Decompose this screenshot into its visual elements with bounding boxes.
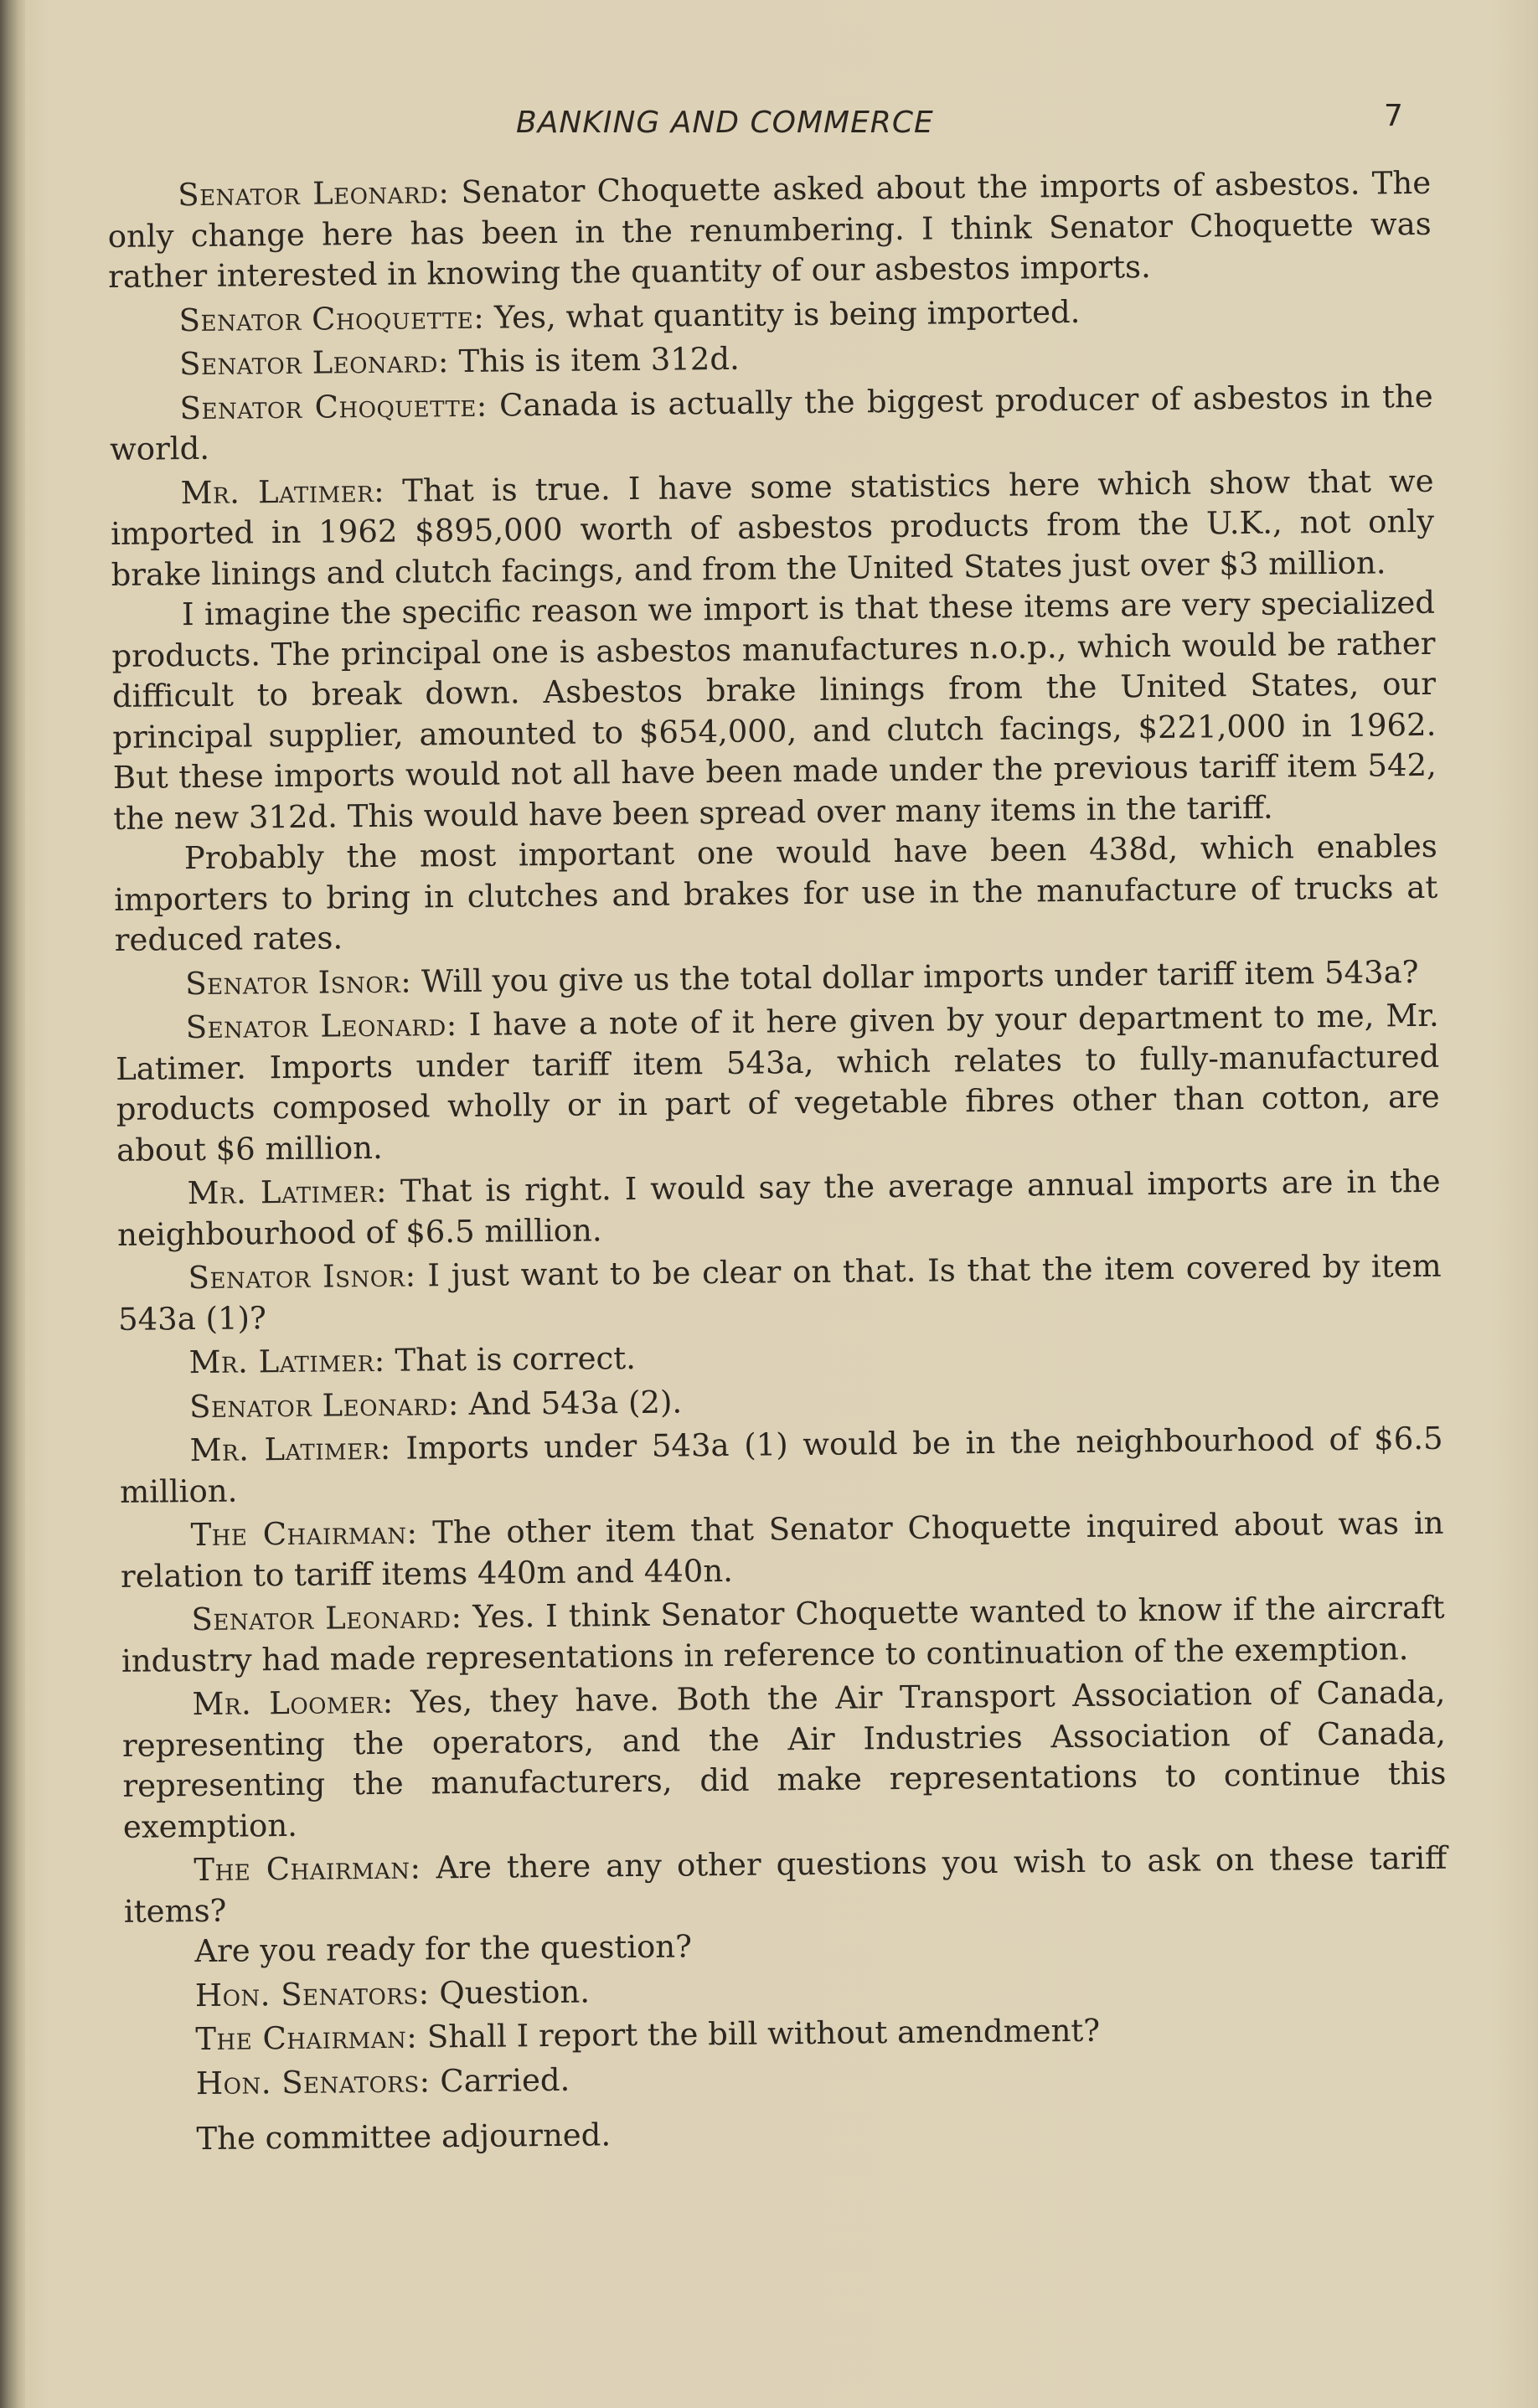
paragraph: [107, 163, 1432, 298]
speaker-name: The Chairman:: [195, 2019, 418, 2058]
paragraph-text: Yes, they have. Both the Air Transport Association of Canada, representing the operators, and the Air Industries Association of Canada, representing the manufacturers, did make representations to continue this exemption.: [121, 1673, 1447, 1845]
speaker-name: Senator Isnor:: [188, 1257, 416, 1297]
book-binding-edge: [0, 0, 25, 2408]
paragraph-text: I just want to be clear on that. Is that the item covered by item 543a (1)?: [117, 1247, 1442, 1338]
paragraph-text: Yes. I think Senator Choquette wanted to know if the aircraft industry had made representations in reference to continuation of the exemption.: [121, 1589, 1445, 1679]
paragraph-text: The committee adjourned.: [196, 2117, 612, 2158]
speaker-name: The Chairman:: [194, 1849, 421, 1889]
paragraph: [126, 2107, 1449, 2161]
paragraph: [121, 1673, 1447, 1848]
paragraph: [114, 827, 1438, 962]
paragraph: [109, 376, 1433, 470]
paragraph-text: That is true. I have some statistics here which show that we imported in 1962 $895,000 worth of asbestos products from the U.K., not only brake linings and clutch facings, and from the United States just over $3 million.: [110, 462, 1435, 593]
speaker-name: Mr. Loomer:: [192, 1684, 394, 1723]
paragraph-text: That is right. I would say the average annual imports are in the neighbourhood of $6.5 million.: [116, 1163, 1441, 1253]
paragraph-text: Are there any other questions you wish to ask on these tariff items?: [123, 1839, 1448, 1930]
paragraph-text: Yes, what quantity is being imported.: [483, 293, 1081, 336]
running-head: BANKING AND COMMERCE: [516, 106, 934, 140]
page-number: 7: [1384, 99, 1403, 133]
paragraph: [117, 1246, 1442, 1340]
paragraph-text: Will you give us the total dollar imports under tariff item 543a?: [411, 953, 1419, 1000]
paragraph: [123, 1838, 1448, 1932]
paragraph: [126, 2051, 1449, 2105]
paragraph-text: Shall I report the bill without amendment?: [416, 2012, 1101, 2055]
paragraph-text: That is correct.: [384, 1340, 637, 1379]
speaker-name: The Chairman:: [190, 1514, 418, 1554]
paragraph: [116, 1162, 1441, 1256]
speaker-name: Mr. Latimer:: [187, 1173, 388, 1212]
paragraph: [119, 1419, 1443, 1513]
paragraph-text: And 543a (2).: [458, 1383, 683, 1422]
speaker-name: Senator Leonard:: [188, 1385, 460, 1425]
speaker-name: Hon. Senators:: [194, 1974, 430, 2014]
paragraph: [111, 583, 1437, 839]
transcript-body: [107, 163, 1450, 2164]
paragraph-text: Senator Choquette asked about the imports of asbestos. The only change here has been in the renumbering. I think Senator Choquette was rather interested in knowing the quantity of our asbestos imports.: [107, 164, 1432, 295]
speaker-name: Mr. Latimer:: [189, 1430, 391, 1469]
speaker-name: Mr. Latimer:: [188, 1342, 385, 1381]
paragraph-text: I have a note of it here given by your department to me, Mr. Latimer. Imports under tariff item 543a, which relates to fully-manufactured products composed wholly or in part of vegetable fibres other than cotton, are about $6 million.: [116, 997, 1440, 1168]
speaker-name: Senator Isnor:: [185, 963, 412, 1002]
speaker-name: Senator Leonard:: [178, 343, 450, 383]
paragraph: [110, 461, 1434, 596]
paragraph: [121, 1588, 1445, 1682]
paragraph-text: Canada is actually the biggest producer of asbestos in the world.: [109, 378, 1433, 467]
paragraph-text: Carried.: [430, 2061, 570, 2099]
paragraph-text: The other item that Senator Choquette inquired about was in relation to tariff items 440m and 440n.: [120, 1504, 1444, 1595]
speaker-name: Mr. Latimer:: [180, 472, 385, 511]
speaker-name: Hon. Senators:: [195, 2062, 431, 2101]
paragraph-text: Imports under 543a (1) would be in the neighbourhood of $6.5 million.: [119, 1420, 1443, 1510]
paragraph: [116, 996, 1441, 1171]
paragraph-text: Are you ready for the question?: [194, 1928, 693, 1970]
page-header: [0, 99, 1538, 149]
speaker-name: Senator Choquette:: [179, 387, 488, 426]
paragraph: [120, 1503, 1444, 1597]
paragraph-text: Probably the most important one would have been 438d, which enables importers to bring in clutches and brakes for use in the manufacture of trucks at reduced rates.: [114, 828, 1438, 958]
speaker-name: Senator Leonard:: [191, 1599, 462, 1638]
paragraph-text: Question.: [429, 1973, 591, 2011]
speaker-name: Senator Leonard:: [185, 1007, 457, 1046]
paragraph-text: This is item 312d.: [448, 340, 741, 380]
speaker-name: Senator Leonard:: [178, 174, 450, 214]
paragraph-text: I imagine the specific reason we import is that these items are very specialized products. The principal one is asbestos manufactures n.o.p., which would be rather difficult to break down. Asbestos brake linings from the United States, our principal supplier, amounted to $654,000, and clutch facings, $221,000 in 1962. But these imports would not all have been made under the previous tariff item 542, the new 312d. This would have been spread over many items in the tariff.: [111, 584, 1437, 837]
speaker-name: Senator Choquette:: [178, 299, 485, 338]
